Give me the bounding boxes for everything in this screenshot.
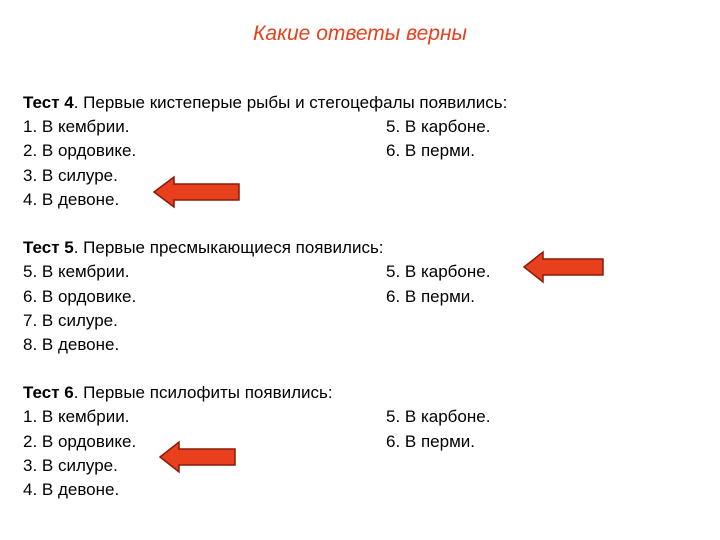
answer-row — [23, 285, 507, 309]
answer-option: 6. В перми. — [386, 141, 475, 161]
answer-option: 4. В девоне. — [23, 480, 120, 499]
test-4-question — [23, 91, 507, 115]
answer-option: 6. В перми. — [386, 431, 475, 451]
page-title: Какие ответы верны — [253, 22, 467, 45]
answer-option: 5. В карбоне. — [386, 407, 491, 427]
test-label: Тест 6 — [23, 383, 74, 403]
left-arrow-icon — [522, 250, 606, 284]
answer-option: 1. В кембрии. — [23, 407, 130, 427]
answer-option: 6. В перми. — [386, 286, 475, 306]
answer-option: 5. В карбоне. — [386, 117, 491, 137]
answer-option: 8. В девоне. — [23, 334, 120, 354]
answer-option: 6. В ордовике. — [23, 286, 137, 306]
left-arrow-icon — [152, 175, 242, 209]
answer-option: 7. В силуре. — [23, 310, 118, 330]
answer-option: 4. В девоне. — [23, 189, 120, 209]
answer-row — [23, 430, 507, 454]
answer-row — [23, 333, 507, 357]
answer-row — [23, 139, 507, 163]
left-arrow-icon — [158, 440, 238, 474]
answer-option: 1. В кембрии. — [23, 117, 130, 137]
answer-row — [23, 405, 507, 429]
test-5-question — [23, 236, 507, 260]
answer-option: 5. В карбоне. — [386, 262, 491, 282]
answer-option: 2. В ордовике. — [23, 141, 137, 161]
answer-row — [23, 260, 507, 284]
answer-row — [23, 164, 507, 188]
question-text: . Первые кистеперые рыбы и стегоцефалы появились: — [73, 93, 508, 112]
answer-row — [23, 478, 507, 502]
answer-option: 3. В силуре. — [23, 455, 118, 475]
test-label: Тест 4 — [23, 93, 74, 112]
question-text: . Первые пресмыкающиеся появились: — [73, 238, 384, 258]
test-label: Тест 5 — [23, 238, 74, 258]
answer-row — [23, 188, 507, 212]
answer-row — [23, 454, 507, 478]
question-text: . Первые псилофиты появились: — [73, 383, 333, 403]
answer-option: 2. В ордовике. — [23, 431, 137, 451]
answer-option: 5. В кембрии. — [23, 262, 130, 282]
tests-container — [23, 91, 507, 502]
test-6-question — [23, 381, 507, 405]
answer-row — [23, 309, 507, 333]
answer-row — [23, 115, 507, 139]
answer-option: 3. В силуре. — [23, 165, 118, 185]
